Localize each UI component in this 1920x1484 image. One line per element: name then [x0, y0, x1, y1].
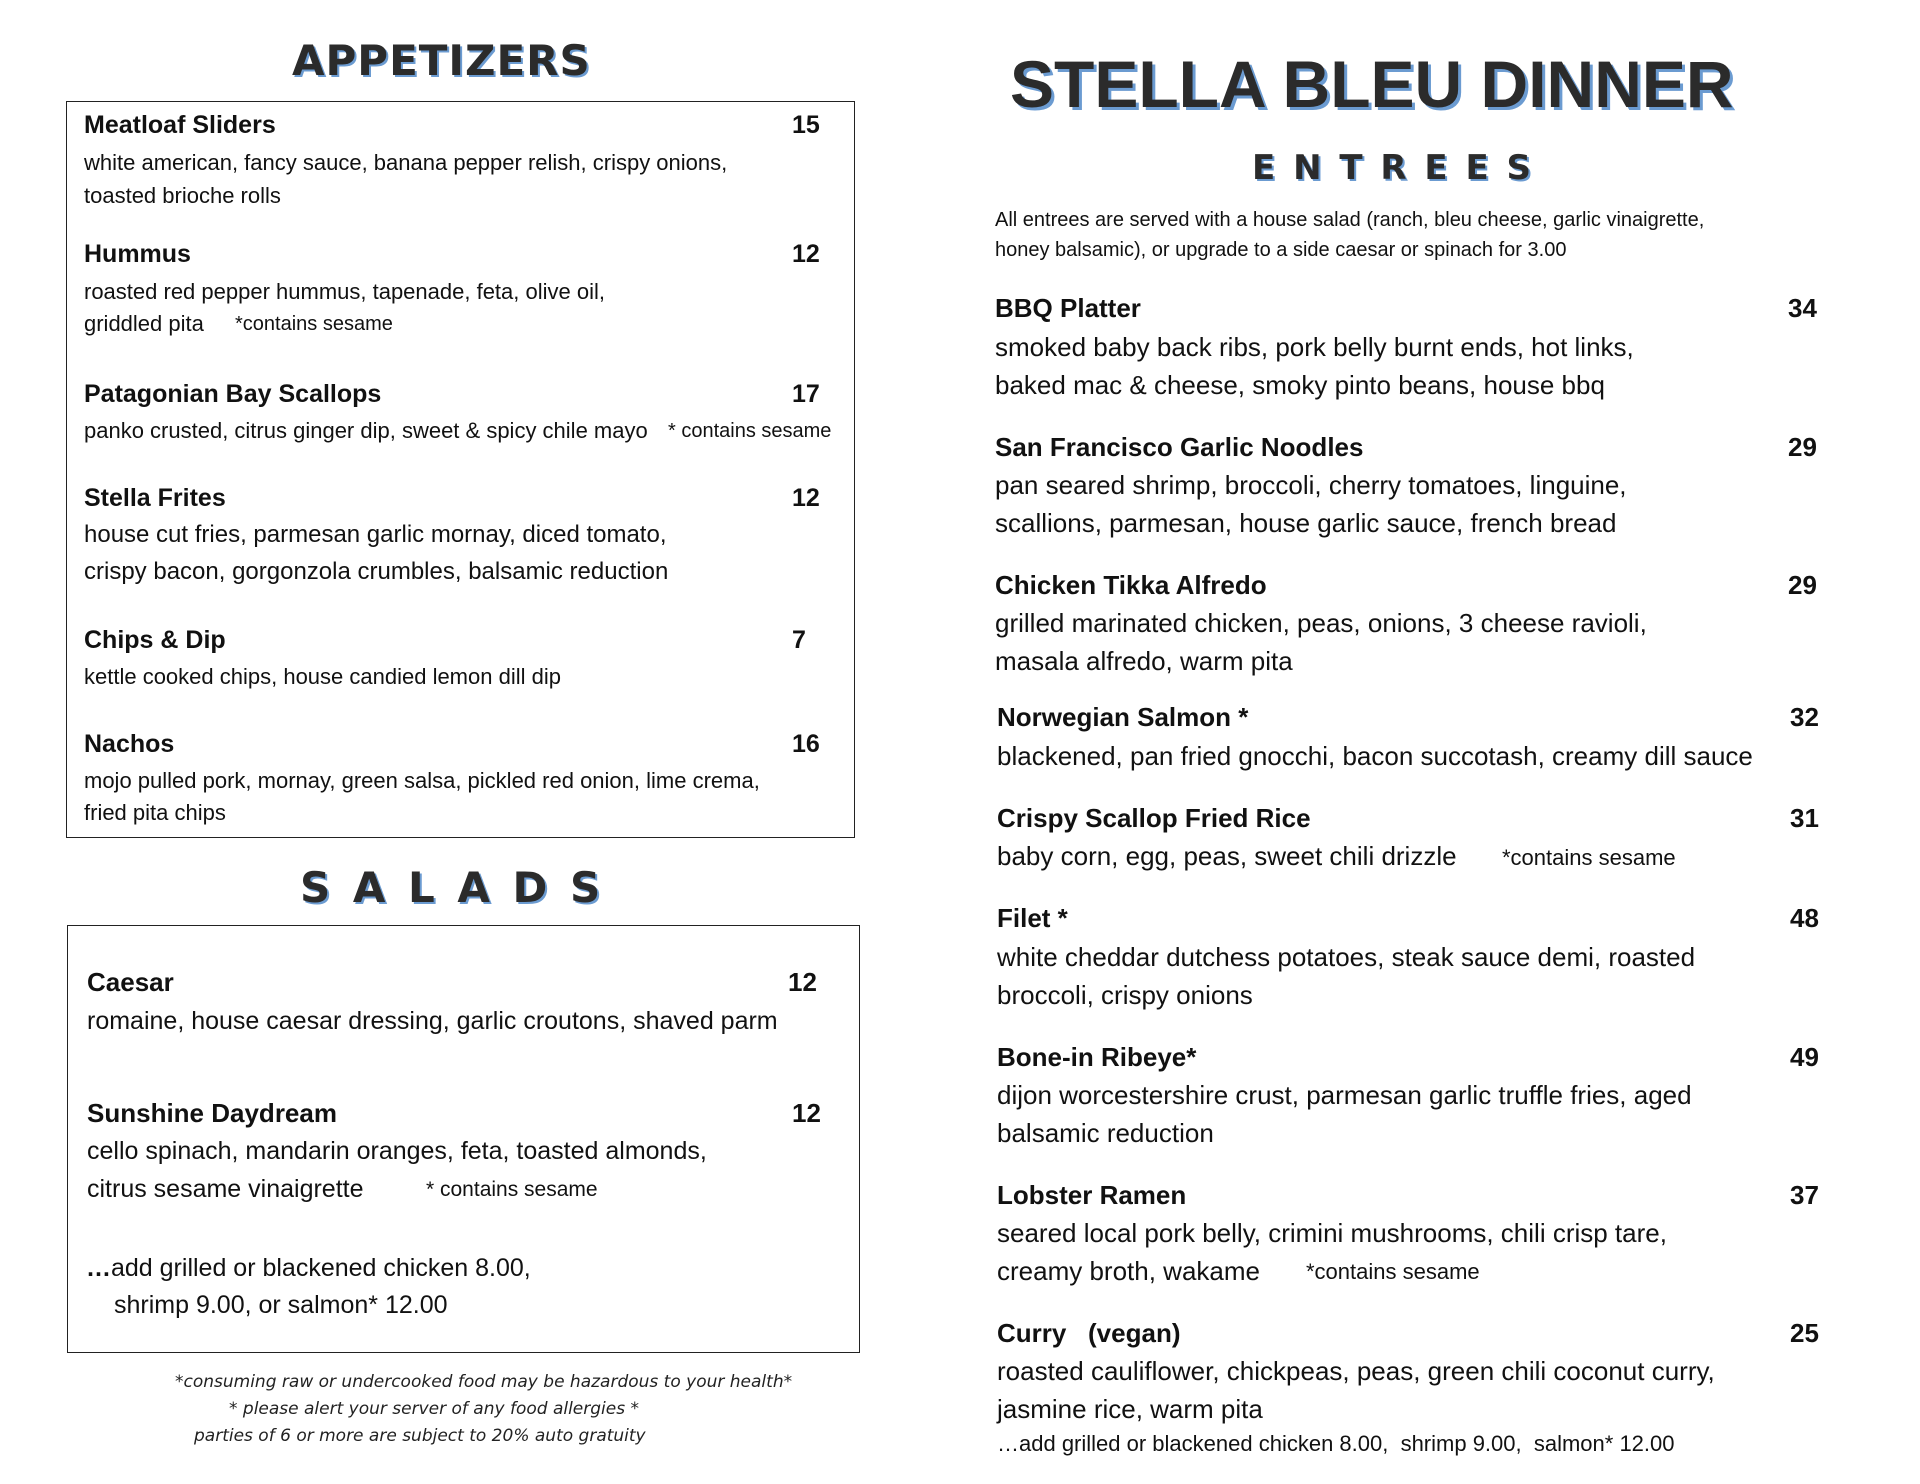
item-description: masala alfredo, warm pita [995, 646, 1293, 676]
disclaimer-gratuity: parties of 6 or more are subject to 20% auto gratuity [194, 1426, 646, 1446]
item-price: 16 [792, 730, 820, 758]
item-description: seared local pork belly, crimini mushrooms, chili crisp tare, [997, 1218, 1667, 1248]
item-description: cello spinach, mandarin oranges, feta, toasted almonds, [87, 1137, 707, 1165]
appetizers-heading: APPETIZERS [292, 36, 591, 85]
item-description: creamy broth, wakame [997, 1256, 1260, 1286]
item-price: 34 [1788, 293, 1817, 323]
item-description: romaine, house caesar dressing, garlic croutons, shaved parm [87, 1007, 778, 1035]
item-name: Patagonian Bay Scallops [84, 380, 382, 408]
item-name: Crispy Scallop Fried Rice [997, 803, 1311, 833]
item-description: dijon worcestershire crust, parmesan garlic truffle fries, aged [997, 1080, 1692, 1110]
item-description: roasted cauliflower, chickpeas, peas, green chili coconut curry, [997, 1356, 1715, 1386]
item-name: BBQ Platter [995, 293, 1141, 323]
item-description: griddled pita [84, 311, 204, 336]
item-name: Sunshine Daydream [87, 1098, 337, 1128]
item-description: baked mac & cheese, smoky pinto beans, house bbq [995, 370, 1605, 400]
item-name: Chips & Dip [84, 626, 226, 654]
item-price: 17 [792, 380, 820, 408]
item-description: grilled marinated chicken, peas, onions, 3 cheese ravioli, [995, 608, 1647, 638]
item-description: mojo pulled pork, mornay, green salsa, pickled red onion, lime crema, [84, 768, 760, 793]
item-price: 32 [1790, 702, 1819, 732]
salad-addon-line-2: shrimp 9.00, or salmon* 12.00 [114, 1291, 448, 1319]
item-description: blackened, pan fried gnocchi, bacon succotash, creamy dill sauce [997, 741, 1753, 771]
sesame-note: * contains sesame [426, 1178, 598, 1201]
item-description: fried pita chips [84, 800, 226, 825]
disclaimer-raw-food: *consuming raw or undercooked food may be hazardous to your health* [175, 1372, 793, 1392]
sesame-note: *contains sesame [1306, 1259, 1480, 1284]
item-description: house cut fries, parmesan garlic mornay, diced tomato, [84, 521, 667, 548]
item-price: 25 [1790, 1318, 1819, 1348]
entrees-intro-line-2: honey balsamic), or upgrade to a side caesar or spinach for 3.00 [995, 239, 1567, 261]
item-description: jasmine rice, warm pita [997, 1394, 1263, 1424]
entrees-intro-line-1: All entrees are served with a house salad (ranch, bleu cheese, garlic vinaigrette, [995, 209, 1705, 231]
entrees-heading: E N T R E E S [1252, 148, 1535, 188]
entrees-addon: …add grilled or blackened chicken 8.00, shrimp 9.00, salmon* 12.00 [997, 1431, 1675, 1456]
item-price: 15 [792, 111, 820, 139]
salad-addon-line-1 [86, 1253, 531, 1283]
item-name: Lobster Ramen [997, 1180, 1187, 1210]
item-description: panko crusted, citrus ginger dip, sweet & spicy chile mayo [84, 418, 648, 443]
item-price: 49 [1790, 1042, 1819, 1072]
item-price: 37 [1790, 1180, 1819, 1210]
item-description: roasted red pepper hummus, tapenade, feta, olive oil, [84, 279, 605, 304]
item-description: baby corn, egg, peas, sweet chili drizzle [997, 841, 1457, 871]
disclaimer-allergies: * please alert your server of any food allergies * [229, 1399, 639, 1419]
item-description: crispy bacon, gorgonzola crumbles, balsamic reduction [84, 558, 669, 585]
item-name: Curry (vegan) [997, 1318, 1181, 1348]
item-description: toasted brioche rolls [84, 183, 281, 208]
ellipsis-prefix: … [86, 1254, 111, 1282]
item-description: scallions, parmesan, house garlic sauce, french bread [995, 508, 1617, 538]
sesame-note: * contains sesame [668, 420, 832, 442]
item-price: 12 [792, 240, 820, 268]
addon-text: add grilled or blackened chicken 8.00, [111, 1254, 531, 1282]
item-price: 7 [792, 626, 806, 654]
item-name: Nachos [84, 730, 175, 758]
item-price: 12 [788, 967, 817, 997]
item-description: white cheddar dutchess potatoes, steak sauce demi, roasted [997, 942, 1696, 972]
item-name: Hummus [84, 240, 191, 268]
item-name: Norwegian Salmon * [997, 702, 1249, 732]
item-name: Meatloaf Sliders [84, 111, 276, 139]
salads-heading: S A L A D S [300, 863, 605, 912]
item-price: 29 [1788, 432, 1817, 462]
item-description: pan seared shrimp, broccoli, cherry tomatoes, linguine, [995, 470, 1627, 500]
item-name: San Francisco Garlic Noodles [995, 432, 1364, 462]
sesame-note: *contains sesame [235, 313, 393, 335]
item-description: kettle cooked chips, house candied lemon dill dip [84, 664, 561, 689]
item-description: citrus sesame vinaigrette [87, 1175, 364, 1203]
item-name: Caesar [87, 967, 174, 997]
item-price: 29 [1788, 570, 1817, 600]
item-name: Bone-in Ribeye* [997, 1042, 1197, 1072]
item-name: Stella Frites [84, 484, 226, 512]
appetizers-box [66, 101, 855, 838]
page-title: STELLA BLEU DINNER [1010, 47, 1734, 121]
item-description: smoked baby back ribs, pork belly burnt ends, hot links, [995, 332, 1634, 362]
sesame-note: *contains sesame [1502, 845, 1676, 870]
item-price: 31 [1790, 803, 1819, 833]
item-description: broccoli, crispy onions [997, 980, 1253, 1010]
item-price: 12 [792, 1098, 821, 1128]
item-name: Chicken Tikka Alfredo [995, 570, 1267, 600]
item-description: balsamic reduction [997, 1118, 1214, 1148]
item-name: Filet * [997, 903, 1068, 933]
item-price: 48 [1790, 903, 1819, 933]
item-description: white american, fancy sauce, banana pepper relish, crispy onions, [84, 150, 728, 175]
item-price: 12 [792, 484, 820, 512]
